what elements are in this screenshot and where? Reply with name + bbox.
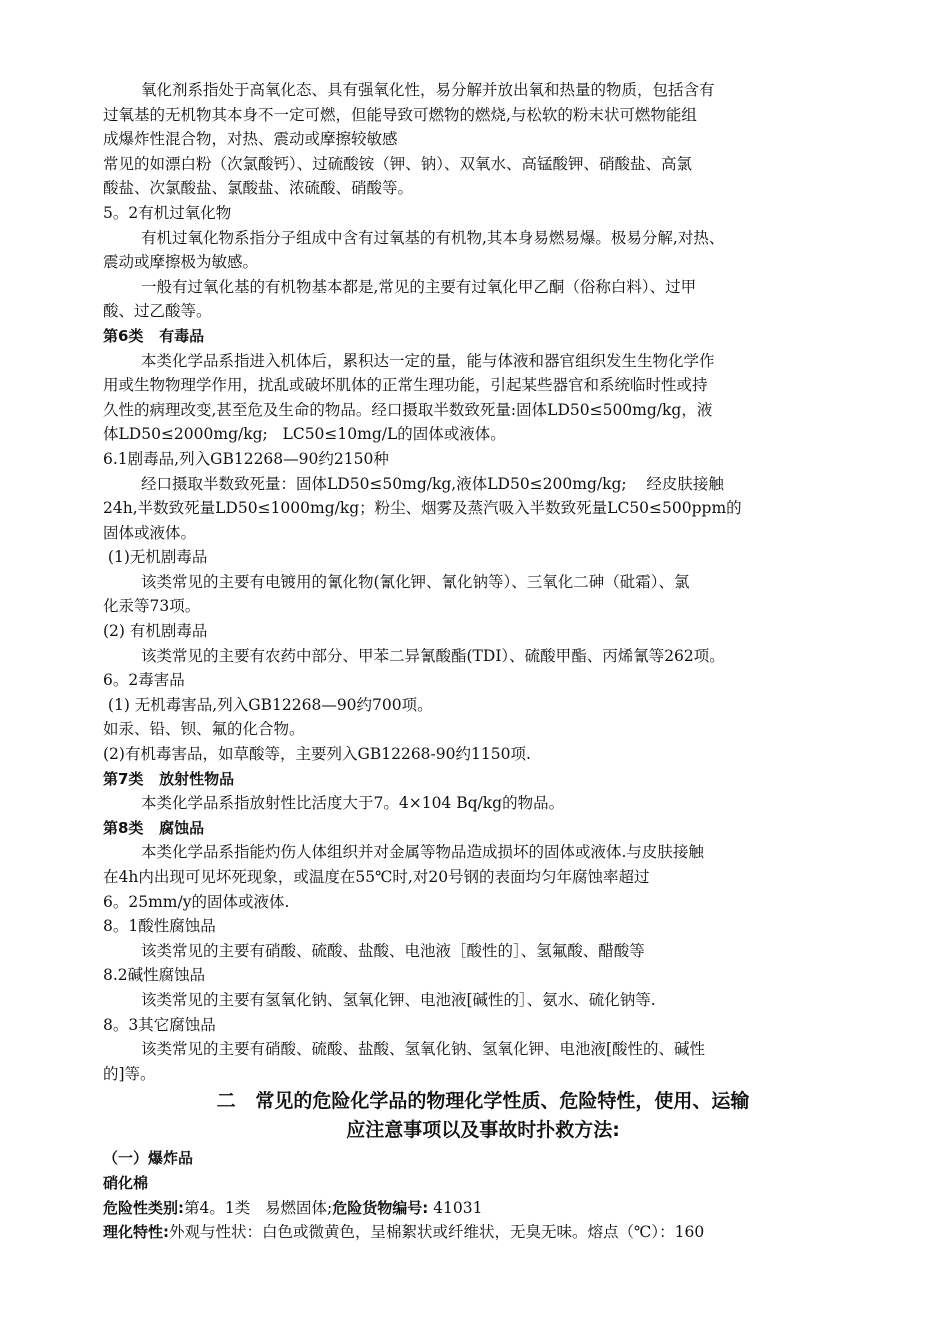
text-line: (2)有机毒害品，如草酸等，主要列入GB12268-90约1150项.: [103, 745, 531, 764]
text-line: 过氧基的无机物其本身不一定可燃，但能导致可燃物的燃烧,与松软的粉末状可燃物能组: [103, 105, 697, 124]
text-line: 24h,半数致死量LD50≤1000mg/kg；粉尘、烟雾及蒸汽吸入半数致死量LC50≤500ppm的: [103, 499, 742, 518]
text-line: 如汞、铅、钡、氟的化合物。: [103, 720, 305, 739]
text-line: 8。1酸性腐蚀品: [103, 917, 216, 936]
text-line: 该类常见的主要有农药中部分、甲苯二异氰酸酯(TDI）、硫酸甲酯、丙烯氰等262项。: [141, 646, 725, 665]
text-line: (2) 有机剧毒品: [103, 622, 208, 641]
text-line: 5。2有机过氧化物: [103, 203, 232, 222]
subsection-heading: （一）爆炸品: [103, 1149, 194, 1168]
substance-name: 硝化棉: [103, 1173, 149, 1192]
text-line: 6。25mm/y的固体或液体.: [103, 892, 290, 911]
text-line: 一般有过氧化基的有机物基本都是,常见的主要有过氧化甲乙酮（俗称白料）、过甲: [141, 277, 697, 296]
hazard-class-value: 第4。1类 易燃固体;: [184, 1198, 333, 1217]
text-line: 该类常见的主要有氢氧化钠、氢氧化钾、电池液[碱性的］、氨水、硫化钠等.: [141, 990, 656, 1009]
text-line: 酸盐、次氯酸盐、氯酸盐、浓硫酸、硝酸等。: [103, 179, 414, 198]
text-line: 8。3其它腐蚀品: [103, 1015, 216, 1034]
text-line: 8.2碱性腐蚀品: [103, 966, 206, 985]
text-line: 久性的病理改变,甚至危及生命的物品。经口摄取半数致死量:固体LD50≤500mg/kg，液: [103, 400, 713, 419]
text-line: 震动或摩擦极为敏感。: [103, 253, 259, 272]
text-line: 本类化学品系指能灼伤人体组织并对金属等物品造成损坏的固体或液体.与皮肤接触: [141, 843, 704, 862]
text-line: (1)无机剧毒品: [103, 548, 208, 567]
text-line: 该类常见的主要有硝酸、硫酸、盐酸、氢氧化钠、氢氧化钾、电池液[酸性的、碱性: [141, 1040, 706, 1059]
text-line: 常见的如漂白粉（次氯酸钙）、过硫酸铵（钾、钠）、双氧水、高锰酸钾、硝酸盐、高氯: [103, 154, 693, 173]
text-line: 经口摄取半数致死量：固体LD50≤50mg/kg,液体LD50≤200mg/kg; 经皮肤接触: [141, 474, 724, 493]
text-line: 的]等。: [103, 1064, 156, 1083]
category-heading: 第7类 放射性物品: [103, 769, 235, 788]
text-line: 体LD50≤2000mg/kg; LC50≤10mg/L的固体或液体。: [103, 425, 506, 444]
physicochemical-label: 理化特性:: [103, 1223, 169, 1242]
text-line: 固体或液体。: [103, 523, 197, 542]
physicochemical-line: [103, 1220, 863, 1245]
document-body: [103, 78, 863, 1245]
text-line: 该类常见的主要有硝酸、硫酸、盐酸、电池液［酸性的］、氢氟酸、醋酸等: [141, 941, 645, 960]
section-title-line-2: 应注意事项以及事故时扑救方法:: [346, 1119, 620, 1142]
text-line: 成爆炸性混合物，对热、震动或摩擦较敏感: [103, 130, 398, 149]
text-line: 化汞等73项。: [103, 597, 201, 616]
physicochemical-value: 外观与性状：白色或微黄色，呈棉絮状或纤维状，无臭无味。熔点（℃）：160: [169, 1223, 705, 1242]
category-heading: 第8类 腐蚀品: [103, 818, 205, 837]
text-line: 本类化学品系指放射性比活度大于7。4×104 Bq/kg的物品。: [141, 794, 565, 813]
hazard-class-line: [103, 1196, 863, 1221]
dangerous-goods-number-label: 危险货物编号:: [332, 1198, 429, 1217]
text-line: 本类化学品系指进入机体后，累积达一定的量，能与体液和器官组织发生生物化学作: [141, 351, 715, 370]
category-heading: 第6类 有毒品: [103, 326, 205, 345]
hazard-class-label: 危险性类别:: [103, 1198, 184, 1217]
text-line: 酸、过乙酸等。: [103, 302, 212, 321]
text-line: 氧化剂系指处于高氧化态、具有强氧化性，易分解并放出氧和热量的物质，包括含有: [141, 81, 715, 99]
section-title-line-1: 二 常见的危险化学品的物理化学性质、危险特性，使用、运输: [216, 1090, 750, 1113]
text-line: (1) 无机毒害品,列入GB12268—90约700项。: [103, 695, 433, 714]
text-line: 该类常见的主要有电镀用的氰化物(氰化钾、氰化钠等）、三氧化二砷（砒霜）、氯: [141, 572, 690, 591]
text-line: 在4h内出现可见坏死现象，或温度在55℃时,对20号钢的表面均匀年腐蚀率超过: [103, 868, 650, 886]
section-heading: [103, 1088, 863, 1144]
text-line: 有机过氧化物系指分子组成中含有过氧基的有机物,其本身易燃易爆。极易分解,对热、: [141, 228, 725, 247]
text-line: 用或生物物理学作用，扰乱或破坏肌体的正常生理功能，引起某些器官和系统临时性或持: [103, 376, 708, 395]
text-line: 6。2毒害品: [103, 671, 185, 690]
text-line: 6.1剧毒品,列入GB12268—90约2150种: [103, 449, 389, 468]
dangerous-goods-number-value: 41031: [428, 1198, 483, 1217]
paragraph-lines: [103, 78, 863, 1086]
